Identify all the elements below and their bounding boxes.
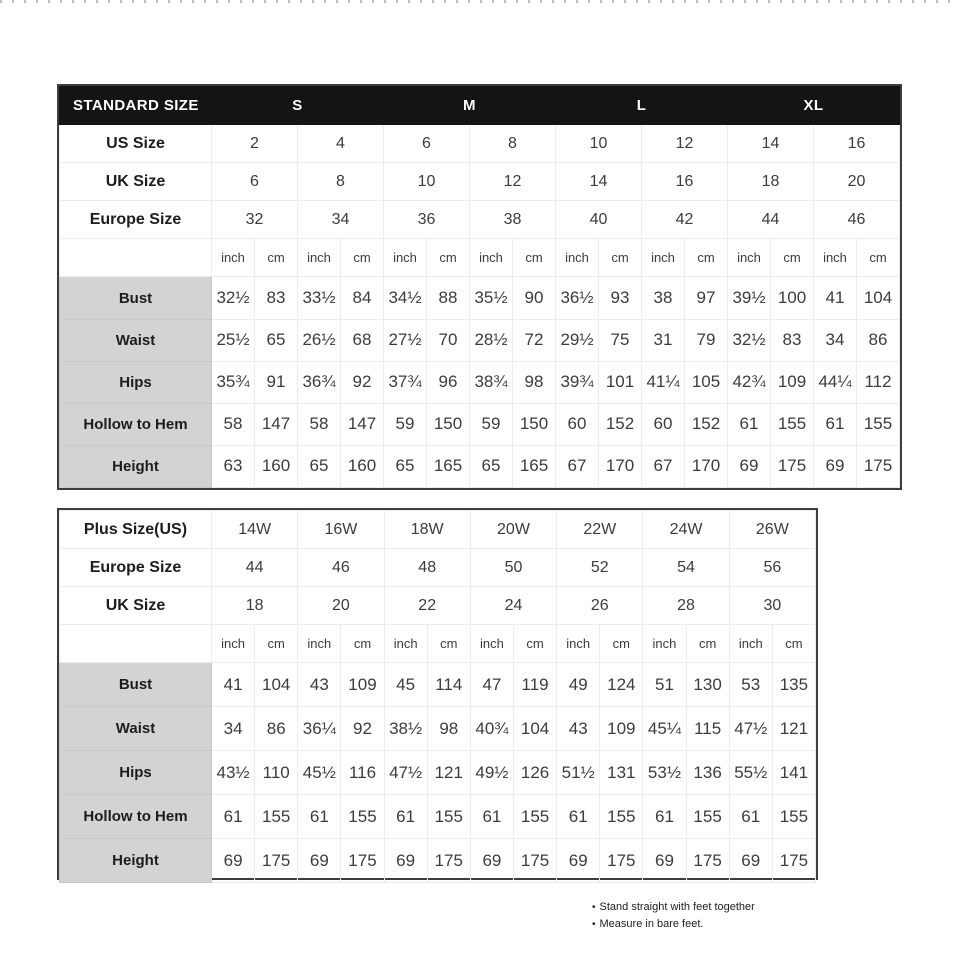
measure-value-cell: 65: [255, 319, 298, 361]
measure-value-cell: 38¾: [470, 361, 513, 403]
measure-value-cell: 155: [771, 403, 814, 445]
measure-value-cell: 114: [427, 663, 470, 707]
measure-value-cell: 165: [513, 445, 556, 487]
unit-header-cell: cm: [771, 239, 814, 277]
row-label: Height: [60, 839, 212, 883]
measure-value-cell: 116: [341, 751, 384, 795]
size-chart-table: [59, 510, 816, 883]
size-value-cell: 8: [470, 125, 556, 163]
measure-value-cell: 83: [255, 277, 298, 319]
unit-header-cell: cm: [686, 625, 729, 663]
row-label: UK Size: [60, 587, 212, 625]
measure-value-cell: 26½: [298, 319, 341, 361]
measure-value-cell: 92: [341, 361, 384, 403]
unit-row-spacer: [60, 239, 212, 277]
size-value-cell: 20: [298, 587, 384, 625]
measure-value-cell: 83: [771, 319, 814, 361]
unit-row-spacer: [60, 625, 212, 663]
measure-value-cell: 175: [341, 839, 384, 883]
measure-value-cell: 47½: [384, 751, 427, 795]
measure-value-cell: 100: [771, 277, 814, 319]
measure-value-cell: 112: [857, 361, 900, 403]
measure-value-cell: 155: [857, 403, 900, 445]
size-value-cell: 48: [384, 549, 470, 587]
size-value-cell: 52: [557, 549, 643, 587]
measure-value-cell: 31: [642, 319, 685, 361]
measure-value-cell: 155: [341, 795, 384, 839]
size-value-cell: 16W: [298, 511, 384, 549]
size-value-cell: 32: [212, 201, 298, 239]
measure-value-cell: 51: [643, 663, 686, 707]
measure-value-cell: 47: [470, 663, 513, 707]
measure-value-cell: 34: [212, 707, 255, 751]
measure-value-cell: 32½: [728, 319, 771, 361]
measure-value-cell: 84: [341, 277, 384, 319]
measure-value-cell: 65: [298, 445, 341, 487]
size-value-cell: 42: [642, 201, 728, 239]
unit-header-cell: inch: [384, 625, 427, 663]
row-label: Hollow to Hem: [60, 795, 212, 839]
measure-value-cell: 136: [686, 751, 729, 795]
measure-value-cell: 47½: [729, 707, 772, 751]
unit-header-cell: cm: [427, 625, 470, 663]
measure-value-cell: 49: [557, 663, 600, 707]
measure-value-cell: 60: [642, 403, 685, 445]
measure-value-cell: 39¾: [556, 361, 599, 403]
note-line: [592, 916, 755, 933]
measure-value-cell: 160: [255, 445, 298, 487]
measure-value-cell: 49½: [470, 751, 513, 795]
measure-value-cell: 53: [729, 663, 772, 707]
measure-value-cell: 36½: [556, 277, 599, 319]
unit-header-cell: cm: [513, 625, 556, 663]
measure-value-cell: 109: [600, 707, 643, 751]
unit-header-cell: inch: [729, 625, 772, 663]
unit-header-cell: cm: [341, 239, 384, 277]
measure-value-cell: 70: [427, 319, 470, 361]
bullet-icon: •: [592, 919, 596, 930]
measure-value-cell: 175: [600, 839, 643, 883]
measure-value-cell: 69: [557, 839, 600, 883]
measure-value-cell: 69: [729, 839, 772, 883]
measure-value-cell: 175: [427, 839, 470, 883]
measure-value-cell: 152: [685, 403, 728, 445]
row-label: Waist: [60, 707, 212, 751]
size-value-cell: 22: [384, 587, 470, 625]
top-edge-tick-strip: [0, 0, 959, 3]
measure-value-cell: 155: [513, 795, 556, 839]
unit-header-cell: cm: [255, 625, 298, 663]
row-label: Hips: [60, 361, 212, 403]
measure-value-cell: 38½: [384, 707, 427, 751]
measure-value-cell: 104: [513, 707, 556, 751]
measure-value-cell: 110: [255, 751, 298, 795]
unit-header-cell: inch: [642, 239, 685, 277]
measure-value-cell: 28½: [470, 319, 513, 361]
measure-value-cell: 124: [600, 663, 643, 707]
measure-value-cell: 41: [212, 663, 255, 707]
measure-value-cell: 150: [513, 403, 556, 445]
size-value-cell: 14W: [212, 511, 298, 549]
measure-value-cell: 61: [470, 795, 513, 839]
measure-value-cell: 61: [814, 403, 857, 445]
measure-value-cell: 98: [513, 361, 556, 403]
measure-value-cell: 36¾: [298, 361, 341, 403]
row-label: Plus Size(US): [60, 511, 212, 549]
measure-value-cell: 43½: [212, 751, 255, 795]
size-value-cell: 40: [556, 201, 642, 239]
measure-value-cell: 34: [814, 319, 857, 361]
measure-value-cell: 67: [642, 445, 685, 487]
measure-value-cell: 170: [685, 445, 728, 487]
measure-value-cell: 40¾: [470, 707, 513, 751]
measure-value-cell: 35½: [470, 277, 513, 319]
unit-header-cell: cm: [772, 625, 815, 663]
size-value-cell: 8: [298, 163, 384, 201]
measure-value-cell: 32½: [212, 277, 255, 319]
row-label: Europe Size: [60, 201, 212, 239]
size-group-header: L: [556, 87, 728, 125]
size-value-cell: 12: [470, 163, 556, 201]
measure-value-cell: 97: [685, 277, 728, 319]
size-value-cell: 18: [728, 163, 814, 201]
measure-value-cell: 25½: [212, 319, 255, 361]
row-label: Bust: [60, 277, 212, 319]
measure-value-cell: 34½: [384, 277, 427, 319]
unit-header-cell: cm: [600, 625, 643, 663]
measure-value-cell: 67: [556, 445, 599, 487]
measure-value-cell: 86: [857, 319, 900, 361]
size-value-cell: 28: [643, 587, 729, 625]
measure-value-cell: 58: [298, 403, 341, 445]
measure-value-cell: 155: [686, 795, 729, 839]
measure-value-cell: 42¾: [728, 361, 771, 403]
size-value-cell: 26: [557, 587, 643, 625]
measure-value-cell: 45¼: [643, 707, 686, 751]
measure-value-cell: 98: [427, 707, 470, 751]
measure-value-cell: 69: [212, 839, 255, 883]
measure-value-cell: 165: [427, 445, 470, 487]
measure-value-cell: 69: [384, 839, 427, 883]
measure-value-cell: 39½: [728, 277, 771, 319]
measure-value-cell: 68: [341, 319, 384, 361]
size-value-cell: 20W: [470, 511, 556, 549]
measure-value-cell: 109: [341, 663, 384, 707]
size-value-cell: 14: [728, 125, 814, 163]
plus-size-chart: [57, 508, 818, 880]
measure-value-cell: 175: [857, 445, 900, 487]
measure-value-cell: 130: [686, 663, 729, 707]
size-value-cell: 10: [556, 125, 642, 163]
size-value-cell: 18: [212, 587, 298, 625]
size-value-cell: 4: [298, 125, 384, 163]
size-value-cell: 46: [814, 201, 900, 239]
row-label: Waist: [60, 319, 212, 361]
measure-value-cell: 104: [255, 663, 298, 707]
measure-value-cell: 121: [427, 751, 470, 795]
row-label: US Size: [60, 125, 212, 163]
measure-value-cell: 72: [513, 319, 556, 361]
measure-value-cell: 35¾: [212, 361, 255, 403]
size-value-cell: 38: [470, 201, 556, 239]
row-label: Hips: [60, 751, 212, 795]
measure-value-cell: 65: [470, 445, 513, 487]
size-value-cell: 24: [470, 587, 556, 625]
size-value-cell: 6: [212, 163, 298, 201]
measure-value-cell: 69: [298, 839, 341, 883]
measure-value-cell: 29½: [556, 319, 599, 361]
size-value-cell: 20: [814, 163, 900, 201]
size-value-cell: 2: [212, 125, 298, 163]
unit-header-cell: inch: [557, 625, 600, 663]
measure-value-cell: 59: [384, 403, 427, 445]
measure-value-cell: 69: [643, 839, 686, 883]
size-value-cell: 36: [384, 201, 470, 239]
measure-value-cell: 155: [600, 795, 643, 839]
measure-value-cell: 65: [384, 445, 427, 487]
size-value-cell: 30: [729, 587, 815, 625]
unit-header-cell: cm: [341, 625, 384, 663]
measure-value-cell: 61: [298, 795, 341, 839]
measure-value-cell: 175: [255, 839, 298, 883]
measure-value-cell: 61: [384, 795, 427, 839]
unit-header-cell: inch: [556, 239, 599, 277]
measure-value-cell: 93: [599, 277, 642, 319]
unit-header-cell: cm: [255, 239, 298, 277]
measure-value-cell: 155: [255, 795, 298, 839]
measure-value-cell: 61: [728, 403, 771, 445]
size-value-cell: 16: [814, 125, 900, 163]
measure-value-cell: 69: [728, 445, 771, 487]
measure-value-cell: 45½: [298, 751, 341, 795]
size-value-cell: 6: [384, 125, 470, 163]
measure-value-cell: 59: [470, 403, 513, 445]
measure-value-cell: 91: [255, 361, 298, 403]
size-value-cell: 18W: [384, 511, 470, 549]
measure-value-cell: 55½: [729, 751, 772, 795]
size-value-cell: 44: [212, 549, 298, 587]
measure-value-cell: 43: [298, 663, 341, 707]
size-value-cell: 50: [470, 549, 556, 587]
measure-value-cell: 37¾: [384, 361, 427, 403]
measure-value-cell: 131: [600, 751, 643, 795]
measure-value-cell: 119: [513, 663, 556, 707]
unit-header-cell: cm: [857, 239, 900, 277]
measure-value-cell: 41¼: [642, 361, 685, 403]
measure-value-cell: 45: [384, 663, 427, 707]
measure-value-cell: 61: [729, 795, 772, 839]
standard-size-chart: [57, 84, 902, 490]
note-line: [592, 899, 755, 916]
measure-value-cell: 96: [427, 361, 470, 403]
measure-value-cell: 170: [599, 445, 642, 487]
measure-value-cell: 33½: [298, 277, 341, 319]
unit-header-cell: inch: [384, 239, 427, 277]
bullet-icon: •: [592, 902, 596, 913]
measure-value-cell: 27½: [384, 319, 427, 361]
measure-value-cell: 61: [643, 795, 686, 839]
measure-value-cell: 69: [470, 839, 513, 883]
size-value-cell: 54: [643, 549, 729, 587]
measure-value-cell: 175: [771, 445, 814, 487]
unit-header-cell: inch: [470, 625, 513, 663]
size-value-cell: 16: [642, 163, 728, 201]
size-value-cell: 24W: [643, 511, 729, 549]
measure-value-cell: 88: [427, 277, 470, 319]
unit-header-cell: inch: [298, 625, 341, 663]
size-group-header: XL: [728, 87, 900, 125]
measure-value-cell: 175: [513, 839, 556, 883]
measure-value-cell: 90: [513, 277, 556, 319]
measure-value-cell: 36¼: [298, 707, 341, 751]
measure-value-cell: 150: [427, 403, 470, 445]
unit-header-cell: inch: [814, 239, 857, 277]
unit-header-cell: cm: [685, 239, 728, 277]
measure-value-cell: 152: [599, 403, 642, 445]
size-value-cell: 22W: [557, 511, 643, 549]
unit-header-cell: cm: [427, 239, 470, 277]
unit-header-cell: inch: [298, 239, 341, 277]
unit-header-cell: cm: [599, 239, 642, 277]
unit-header-cell: inch: [728, 239, 771, 277]
measure-value-cell: 61: [557, 795, 600, 839]
measure-value-cell: 160: [341, 445, 384, 487]
measure-value-cell: 75: [599, 319, 642, 361]
note-text: Stand straight with feet together: [599, 901, 755, 913]
unit-header-cell: inch: [212, 239, 255, 277]
size-value-cell: 34: [298, 201, 384, 239]
measure-value-cell: 79: [685, 319, 728, 361]
measure-value-cell: 126: [513, 751, 556, 795]
measure-value-cell: 38: [642, 277, 685, 319]
measure-value-cell: 69: [814, 445, 857, 487]
measure-value-cell: 101: [599, 361, 642, 403]
table-title: STANDARD SIZE: [60, 87, 212, 125]
size-value-cell: 44: [728, 201, 814, 239]
row-label: Europe Size: [60, 549, 212, 587]
measure-value-cell: 109: [771, 361, 814, 403]
measure-value-cell: 58: [212, 403, 255, 445]
size-value-cell: 26W: [729, 511, 815, 549]
measure-value-cell: 105: [685, 361, 728, 403]
size-value-cell: 46: [298, 549, 384, 587]
measure-value-cell: 44¼: [814, 361, 857, 403]
measure-value-cell: 53½: [643, 751, 686, 795]
measure-value-cell: 121: [772, 707, 815, 751]
measure-value-cell: 155: [772, 795, 815, 839]
unit-header-cell: inch: [470, 239, 513, 277]
measure-value-cell: 175: [686, 839, 729, 883]
measure-value-cell: 51½: [557, 751, 600, 795]
row-label: Height: [60, 445, 212, 487]
measure-value-cell: 175: [772, 839, 815, 883]
measure-value-cell: 141: [772, 751, 815, 795]
size-value-cell: 10: [384, 163, 470, 201]
size-group-header: M: [384, 87, 556, 125]
measure-value-cell: 135: [772, 663, 815, 707]
size-value-cell: 12: [642, 125, 728, 163]
size-chart-table: [59, 86, 900, 488]
size-group-header: S: [212, 87, 384, 125]
measure-value-cell: 147: [341, 403, 384, 445]
unit-header-cell: inch: [212, 625, 255, 663]
measure-value-cell: 115: [686, 707, 729, 751]
unit-header-cell: cm: [513, 239, 556, 277]
unit-header-cell: inch: [643, 625, 686, 663]
size-value-cell: 56: [729, 549, 815, 587]
size-value-cell: 14: [556, 163, 642, 201]
measure-value-cell: 41: [814, 277, 857, 319]
measure-value-cell: 147: [255, 403, 298, 445]
measure-value-cell: 86: [255, 707, 298, 751]
measure-value-cell: 63: [212, 445, 255, 487]
measure-value-cell: 43: [557, 707, 600, 751]
measure-value-cell: 92: [341, 707, 384, 751]
note-text: Measure in bare feet.: [599, 918, 704, 930]
measure-value-cell: 60: [556, 403, 599, 445]
row-label: Bust: [60, 663, 212, 707]
row-label: UK Size: [60, 163, 212, 201]
measurement-notes: [592, 899, 755, 933]
row-label: Hollow to Hem: [60, 403, 212, 445]
measure-value-cell: 61: [212, 795, 255, 839]
measure-value-cell: 155: [427, 795, 470, 839]
measure-value-cell: 104: [857, 277, 900, 319]
